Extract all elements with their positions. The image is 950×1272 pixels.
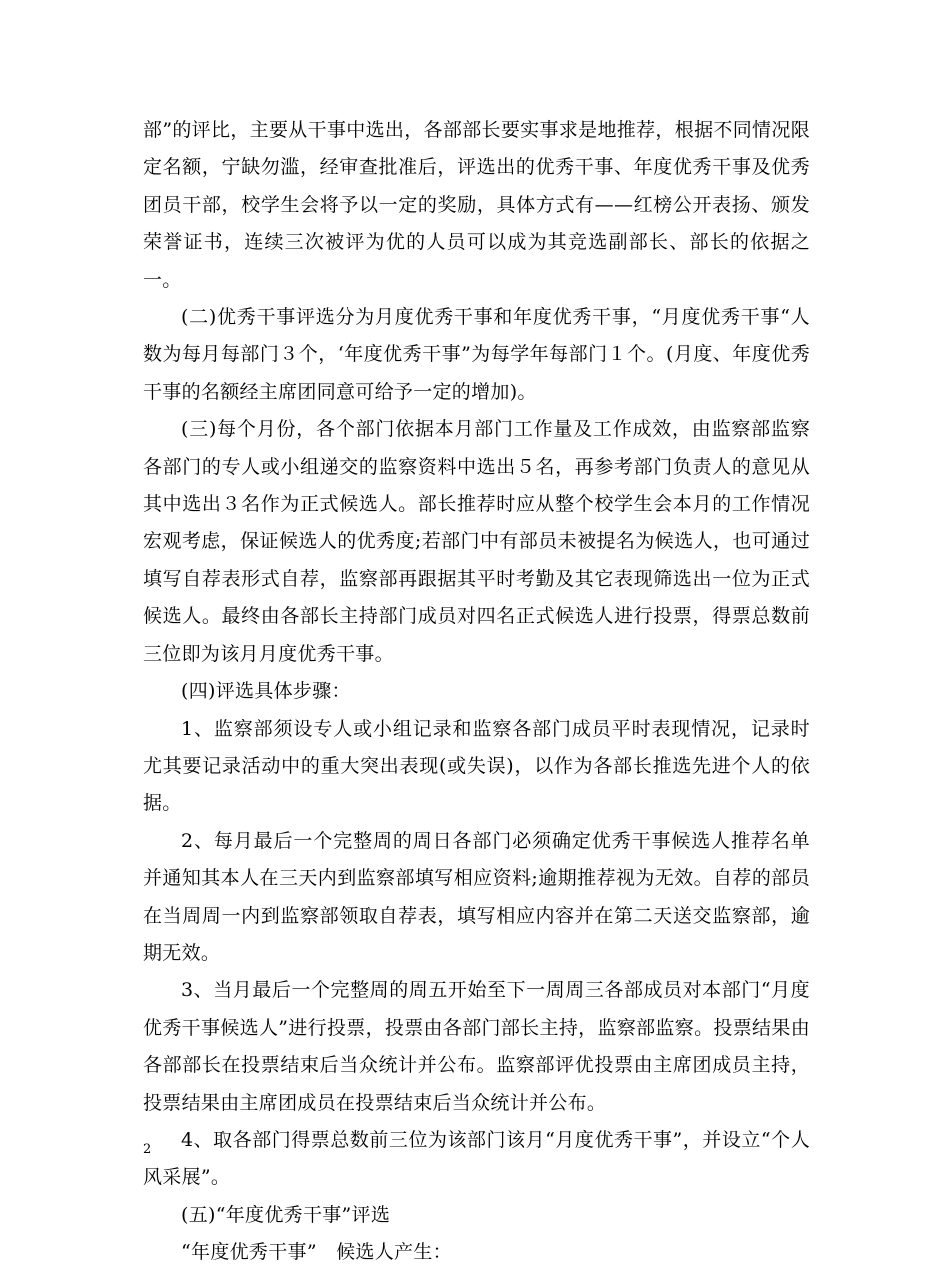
paragraph-section-5-heading: (五)“年度优秀干事”评选: [181, 1203, 391, 1226]
paragraph-step-2: 2、每月最后一个完整周的周日各部门必须确定优秀干事候选人推荐名单并通知其本人在三天内到监察部填写相应资料;逾期推荐视为无效。自荐的部员在当周周一内到监察部领取自荐表，填写相应内容并在第二天送交监察部，逾期无效。: [143, 829, 810, 964]
page-number: 2: [143, 1142, 152, 1157]
paragraph-section-2: (二)优秀干事评选分为月度优秀干事和年度优秀干事，“月度优秀干事“人数为每月每部门３个，‘年度优秀干事”为每学年每部门１个。(月度、年度优秀干事的名额经主席团同意可给予一定的增加)。: [143, 306, 810, 403]
paragraph-step-1: 1、监察部须设专人或小组记录和监察各部门成员平时表现情况，记录时尤其要记录活动中的重大突出表现(或失误)，以作为各部长推选先进个人的依据。: [143, 717, 810, 815]
paragraph-section-3: (三)每个月份，各个部门依据本月部门工作量及工作成效，由监察部监察各部门的专人或小组递交的监察资料中选出５名，再参考部门负责人的意见从其中选出３名作为正式候选人。部长推荐时应从整个校学生会本月的工作情况宏观考虑，保证候选人的优秀度;若部门中有部员未被提名为候选人，也可通过填写自荐表形式自荐，监察部再跟据其平时考勤及其它表现筛选出一位为正式候选人。最终由各部长主持部门成员对四名正式候选人进行投票，得票总数前三位即为该月月度优秀干事。: [143, 418, 810, 665]
document-body: [143, 112, 810, 1272]
paragraph-candidate-generation: “年度优秀干事” 候选人产生：: [181, 1241, 452, 1264]
paragraph-continuation: 部”的评比，主要从干事中选出，各部部长要实事求是地推荐，根据不同情况限定名额，宁缺勿滥，经审查批准后，评选出的优秀干事、年度优秀干事及优秀团员干部，校学生会将予以一定的奖励，具体方式有——红榜公开表扬、颁发荣誉证书，连续三次被评为优的人员可以成为其竞选副部长、部长的依据之一。: [143, 119, 810, 291]
paragraph-section-4-heading: (四)评选具体步骤：: [181, 680, 351, 703]
paragraph-step-4: 4、取各部门得票总数前三位为该部门该月“月度优秀干事”，并设立“个人风采展”。: [143, 1128, 810, 1189]
paragraph-step-3: 3、当月最后一个完整周的周五开始至下一周周三各部成员对本部门“月度优秀干事候选人”进行投票，投票由各部门部长主持，监察部监察。投票结果由各部部长在投票结束后当众统计并公布。监察部评优投票由主席团成员主持，投票结果由主席团成员在投票结束后当众统计并公布。: [143, 979, 810, 1114]
